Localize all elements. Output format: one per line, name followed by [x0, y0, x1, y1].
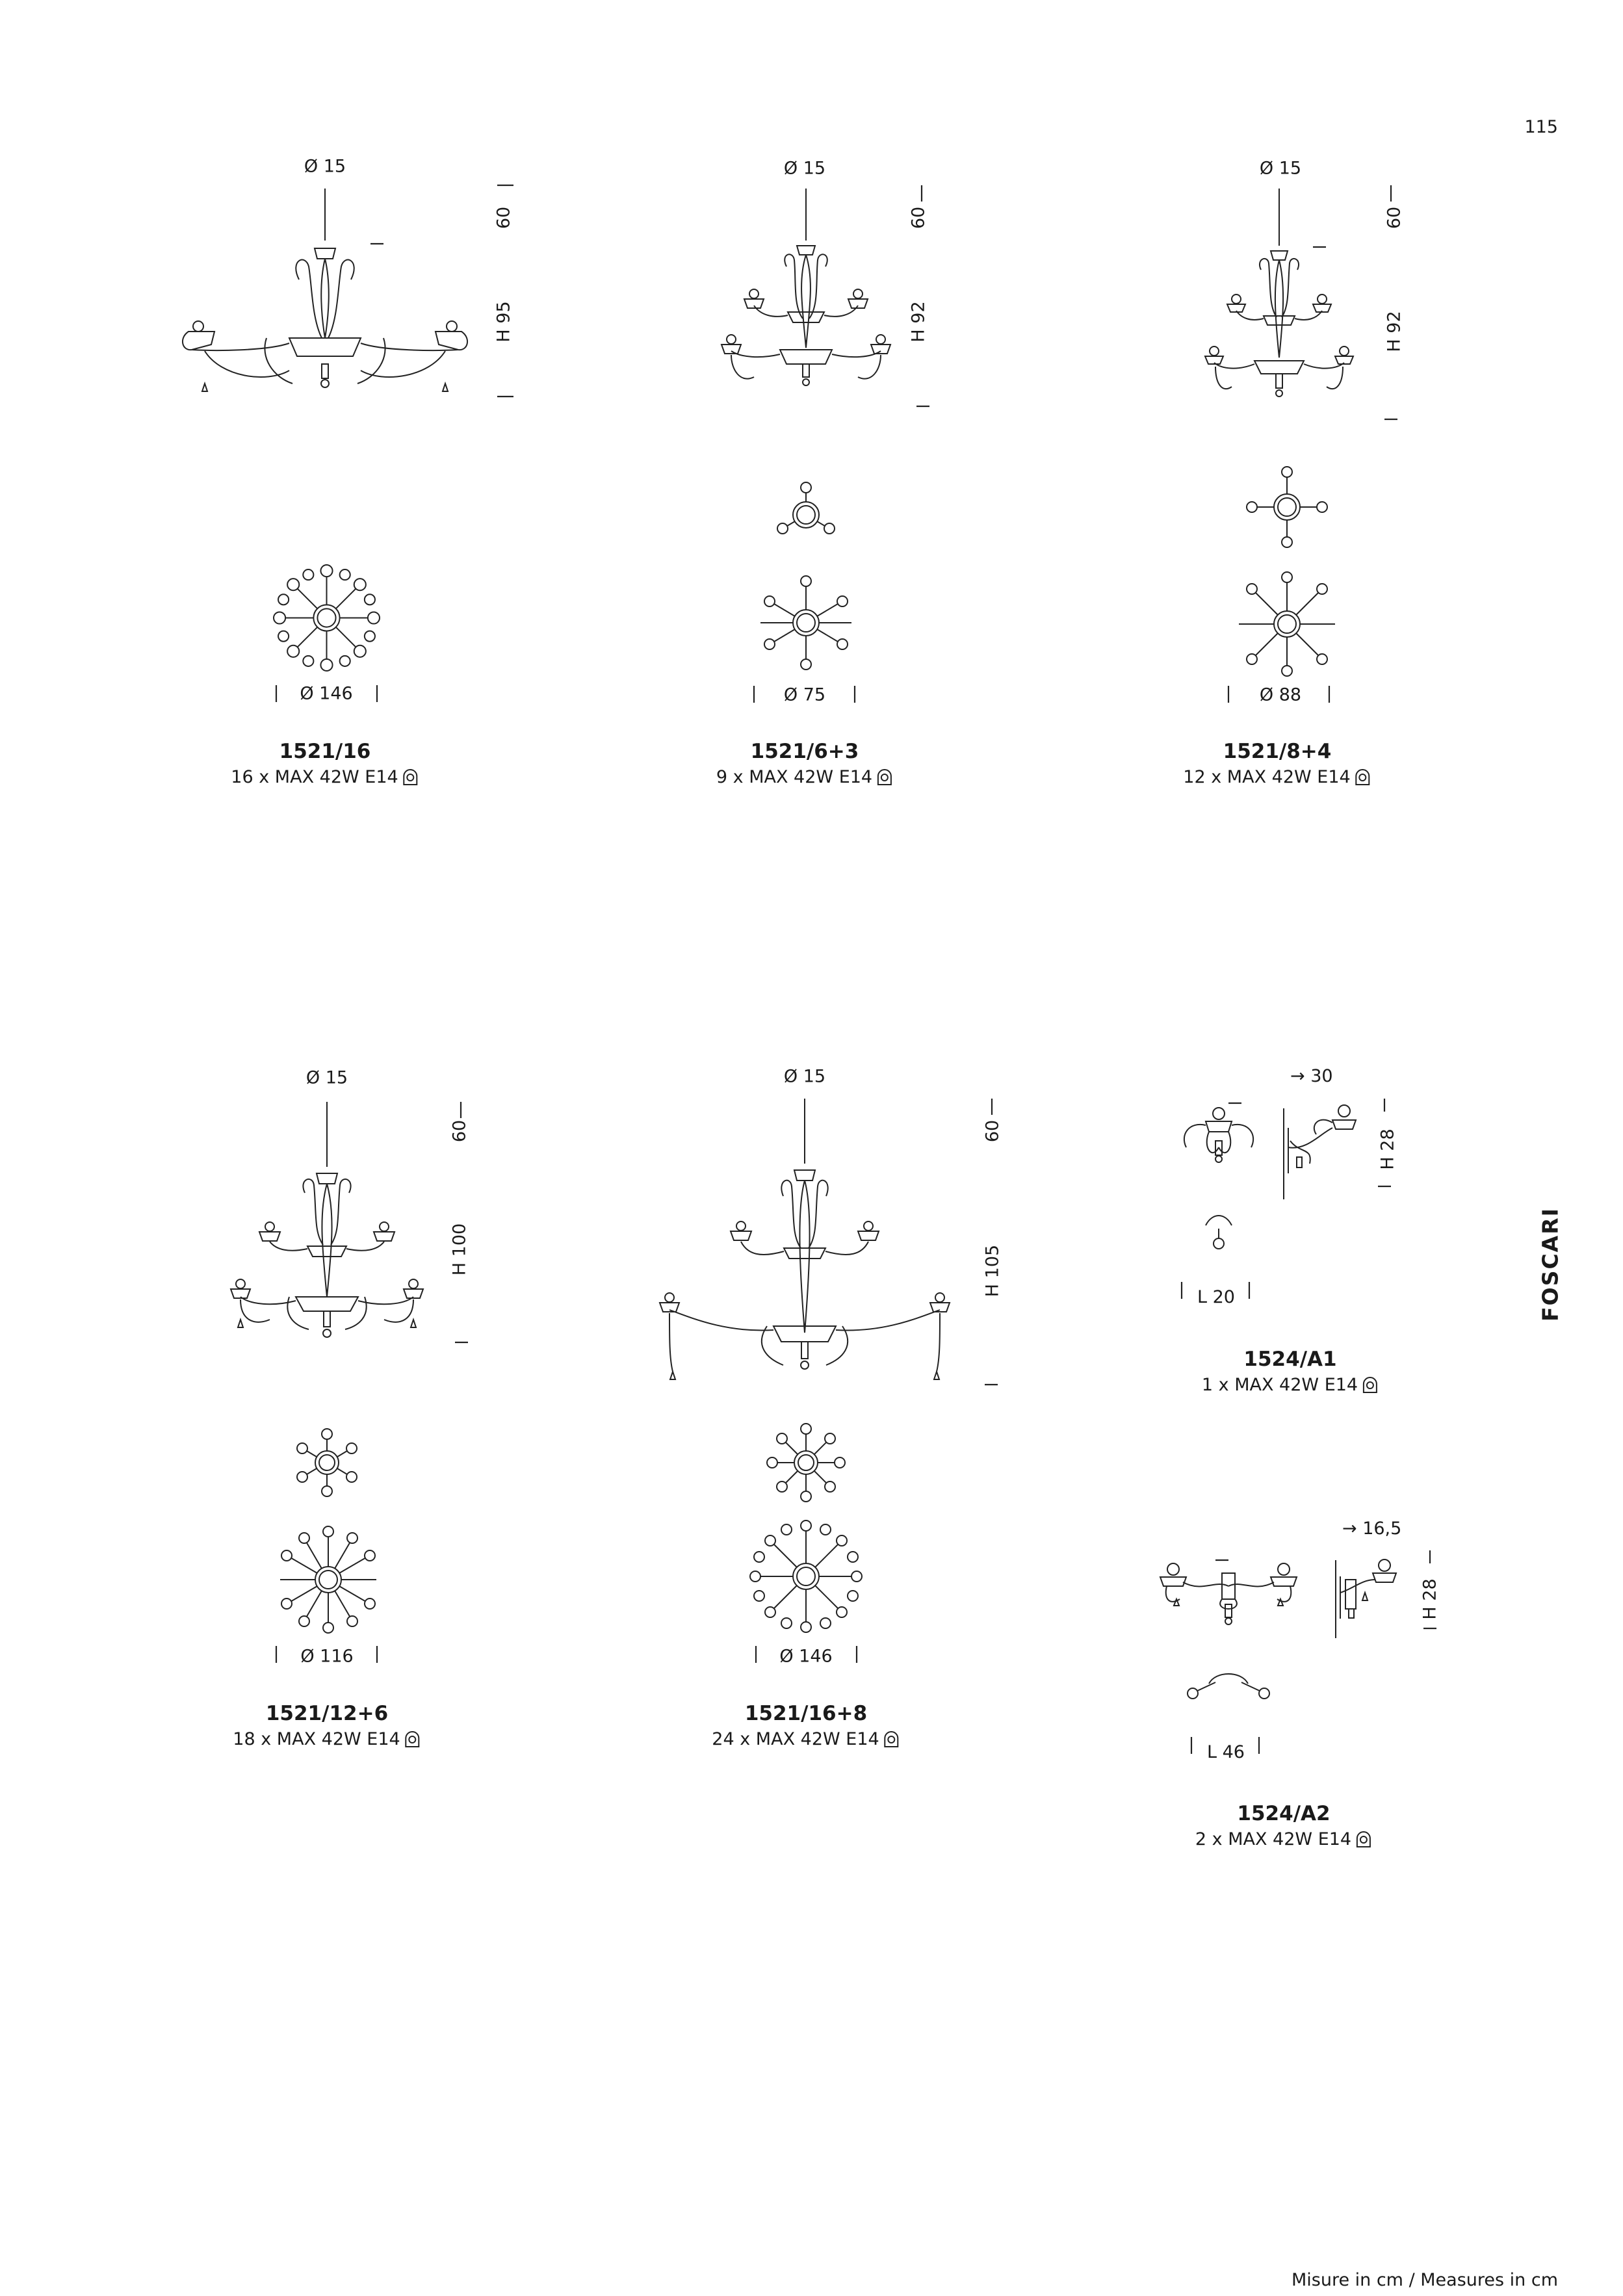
e14-bulb-icon — [1355, 768, 1371, 785]
product-spec: 12 x MAX 42W E14 — [1183, 767, 1371, 787]
product-code: 1524/A1 — [1243, 1348, 1337, 1371]
overall-diameter: Ø 88 — [1259, 685, 1302, 705]
e14-bulb-icon — [883, 1730, 900, 1747]
chandelier-1521-8-4-plan-upper — [1245, 465, 1329, 549]
footer-note: Misure in cm / Measures in cm — [1291, 2270, 1558, 2290]
diameter-ticks — [753, 1645, 863, 1664]
sconce-1524-a2-drawings — [1150, 1554, 1443, 1723]
e14-bulb-icon — [402, 768, 419, 785]
chandelier-1521-12-6-plan-upper — [291, 1427, 363, 1498]
diameter-ticks — [751, 685, 861, 704]
depth-dimension: → 16,5 — [1342, 1519, 1402, 1539]
page-number: 115 — [1524, 117, 1558, 137]
chain-length: 60 — [908, 206, 929, 229]
depth-dimension: → 30 — [1290, 1066, 1333, 1086]
height-dimension: H 105 — [982, 1244, 1003, 1298]
chandelier-1521-16-8-elevation — [650, 1099, 1004, 1391]
chandelier-1521-16-8-plan-upper — [764, 1420, 848, 1505]
product-spec: 24 x MAX 42W E14 — [712, 1729, 900, 1749]
chain-length: 60 — [493, 206, 514, 229]
product-code: 1521/6+3 — [750, 740, 859, 763]
product-spec: 2 x MAX 42W E14 — [1195, 1829, 1372, 1849]
e14-bulb-icon — [876, 768, 893, 785]
chandelier-1521-6-3-plan-lower — [754, 571, 858, 675]
product-spec: 16 x MAX 42W E14 — [231, 767, 419, 787]
diameter-ticks — [273, 1645, 383, 1664]
length-ticks — [1186, 1736, 1264, 1755]
e14-bulb-icon — [404, 1730, 421, 1747]
height-dimension: H 92 — [908, 301, 929, 343]
canopy-diameter: Ø 15 — [783, 158, 826, 179]
length-ticks — [1176, 1281, 1254, 1300]
chandelier-1521-16-8-plan-lower — [747, 1518, 864, 1635]
product-code: 1521/8+4 — [1223, 740, 1332, 763]
overall-diameter: Ø 146 — [779, 1646, 833, 1667]
height-dimension: H 100 — [449, 1223, 470, 1276]
height-dimension: H 92 — [1384, 311, 1405, 352]
diameter-ticks — [1225, 685, 1336, 704]
overall-diameter: Ø 146 — [300, 683, 353, 704]
chandelier-1521-8-4-elevation — [1196, 189, 1404, 423]
chandelier-1521-16-plan — [273, 564, 380, 672]
chandelier-1521-8-4-plan-lower — [1228, 566, 1345, 683]
product-code: 1521/16 — [279, 740, 371, 763]
product-spec: 1 x MAX 42W E14 — [1202, 1375, 1379, 1395]
chain-length: 60 — [982, 1119, 1003, 1143]
chandelier-1521-6-3-elevation — [715, 189, 923, 410]
canopy-diameter: Ø 15 — [1259, 158, 1302, 179]
overall-diameter: Ø 116 — [300, 1646, 354, 1667]
overall-diameter: Ø 75 — [783, 685, 826, 705]
length-dimension: L 20 — [1197, 1287, 1235, 1307]
height-dimension: H 28 — [1420, 1578, 1440, 1620]
product-spec: 18 x MAX 42W E14 — [233, 1729, 421, 1749]
section-title: FOSCARI — [1537, 1207, 1563, 1322]
product-code: 1521/12+6 — [265, 1702, 389, 1725]
height-dimension: H 28 — [1377, 1128, 1398, 1170]
chain-length: 60 — [449, 1119, 470, 1143]
chandelier-1521-12-6-plan-lower — [273, 1524, 383, 1635]
length-dimension: L 46 — [1207, 1742, 1245, 1762]
height-dimension: H 95 — [493, 301, 514, 343]
chandelier-1521-6-3-plan-upper — [773, 482, 838, 547]
product-spec: 9 x MAX 42W E14 — [716, 767, 893, 787]
product-code: 1524/A2 — [1237, 1802, 1331, 1825]
canopy-diameter: Ø 15 — [305, 1067, 348, 1088]
product-code: 1521/16+8 — [744, 1702, 868, 1725]
chandelier-1521-16-elevation — [175, 189, 513, 410]
e14-bulb-icon — [1362, 1376, 1379, 1393]
chandelier-1521-12-6-elevation — [224, 1102, 471, 1349]
e14-bulb-icon — [1355, 1831, 1372, 1847]
canopy-diameter: Ø 15 — [304, 156, 346, 177]
diameter-ticks — [273, 684, 383, 703]
sconce-1524-a1-drawings — [1176, 1102, 1397, 1251]
chain-length: 60 — [1384, 206, 1405, 229]
canopy-diameter: Ø 15 — [783, 1066, 826, 1087]
